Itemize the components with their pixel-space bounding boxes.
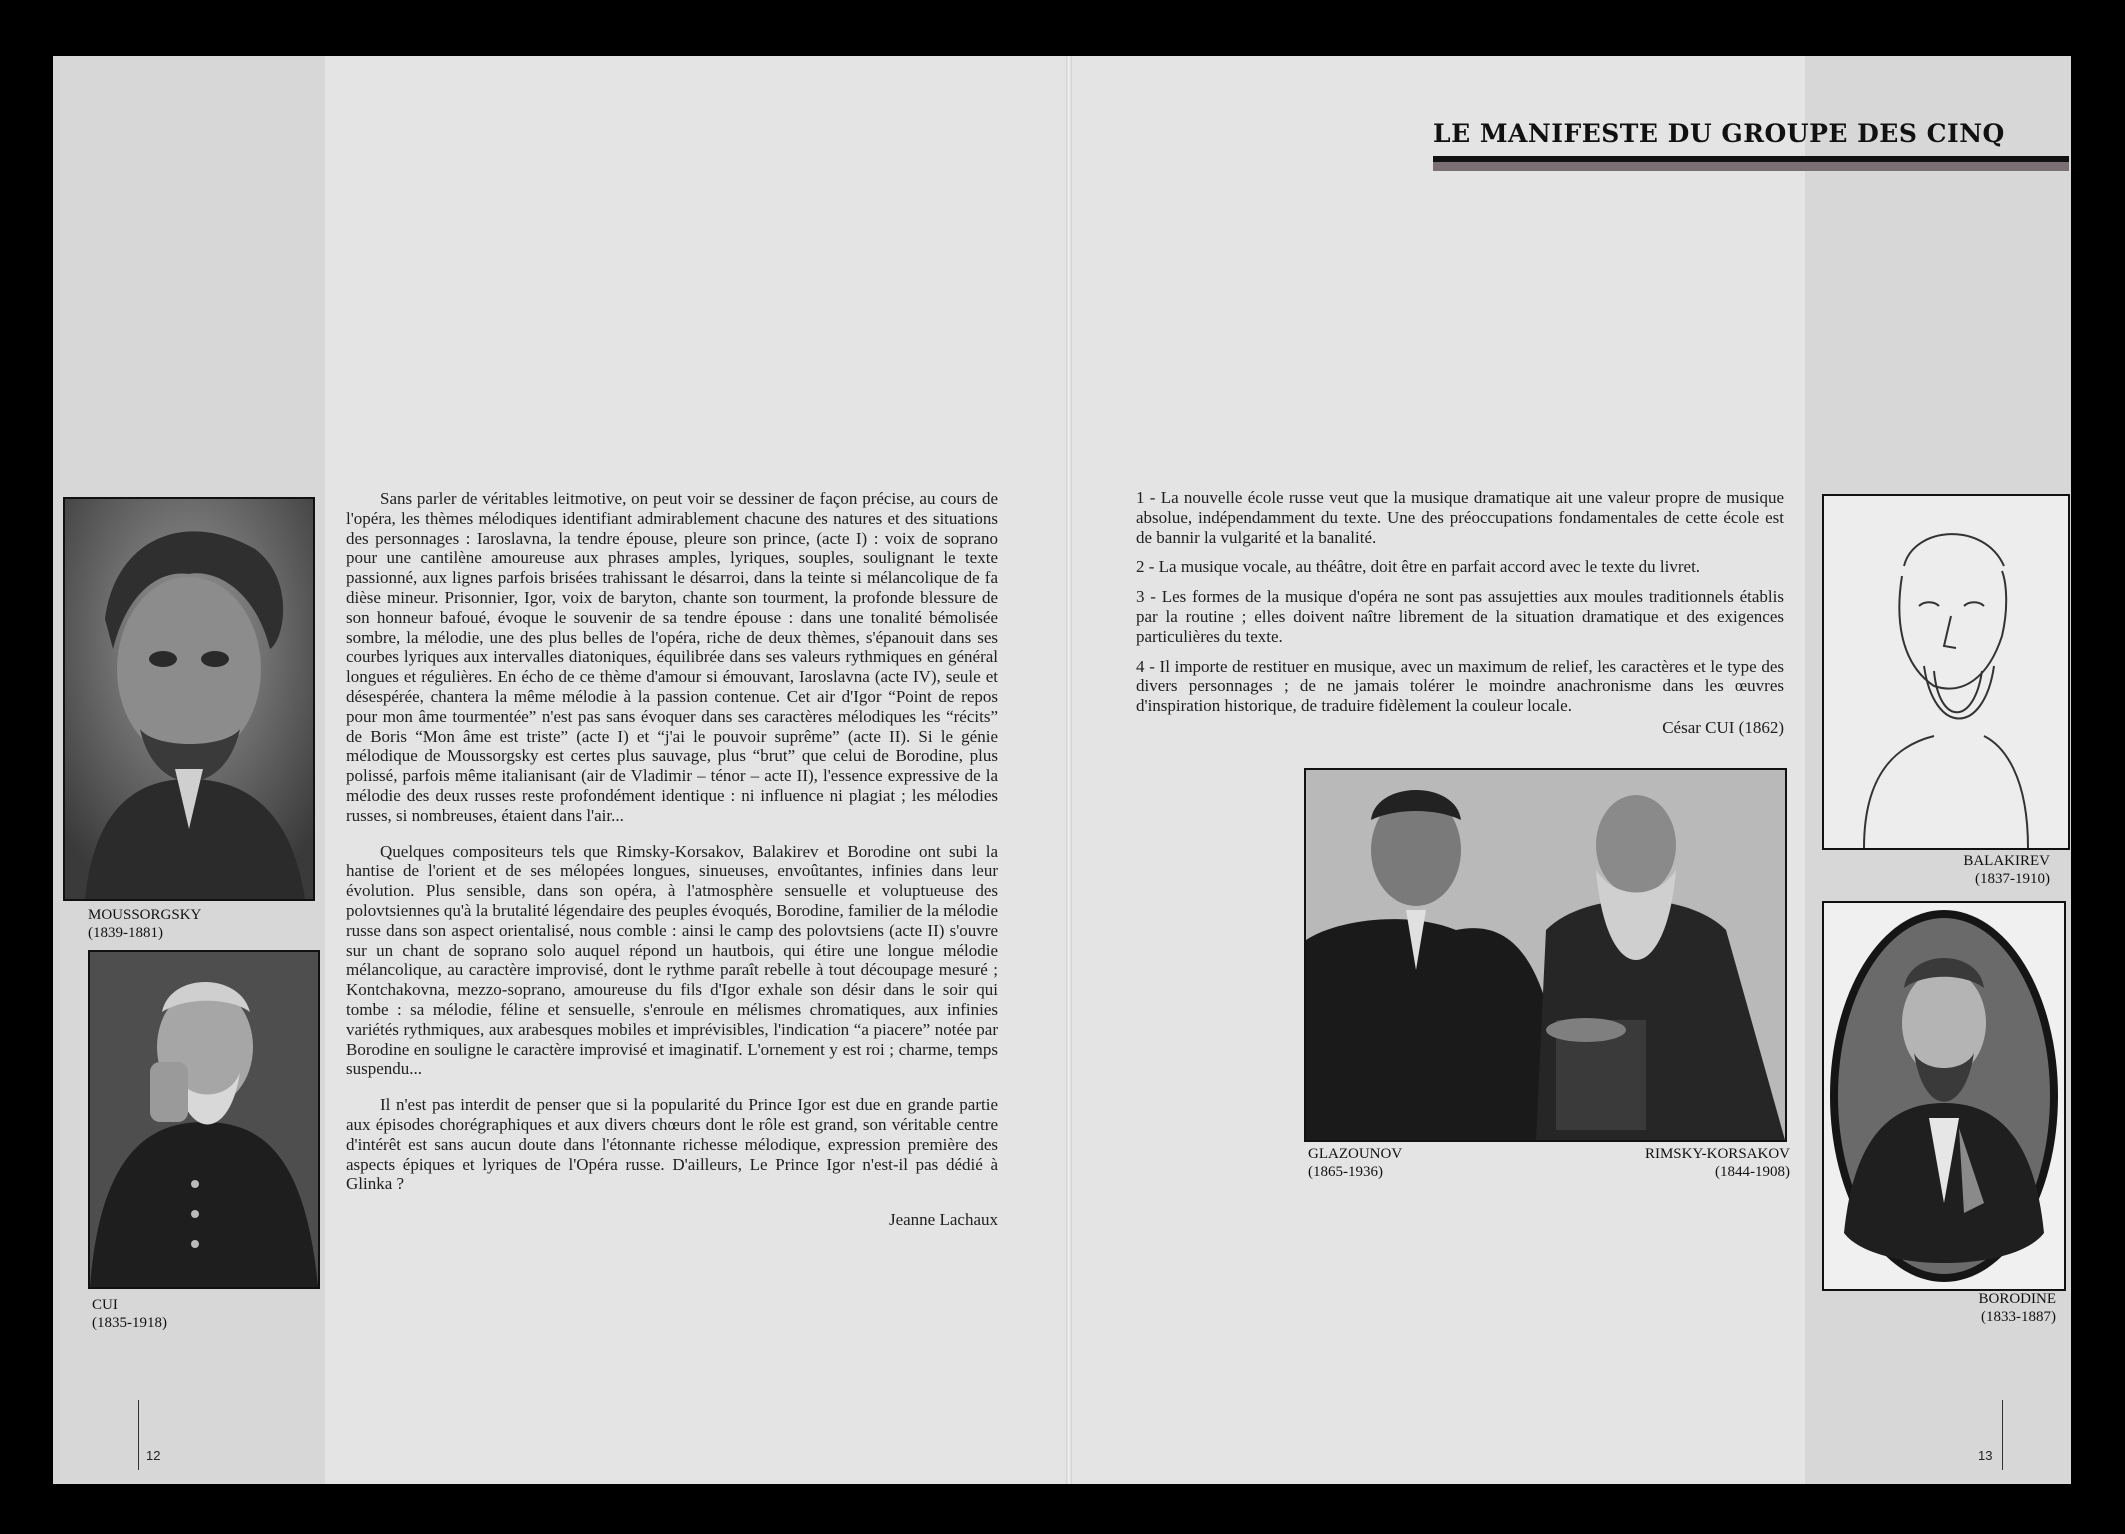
borodine-caption: BORODINE (1833-1887)	[1978, 1291, 2056, 1325]
left-page-rule	[138, 1400, 139, 1470]
manifesto-item: 2 - La musique vocale, au théâtre, doit être en parfait accord avec le texte du livret.	[1136, 557, 1701, 577]
book-spine	[1066, 56, 1072, 1484]
page-title: LE MANIFESTE DU GROUPE DES CINQ	[1433, 119, 2005, 148]
balakirev-caption: BALAKIREV (1837-1910)	[1963, 853, 2050, 887]
balakirev-sketch	[1822, 494, 2070, 850]
manifesto-item: 4 - Il importe de restituer en musique, avec un maximum de relief, les caractères et le type des divers personnages ; de ne jamais tolérer le moindre anachronisme dans les œuvres d'inspiration historique, de traduire fidèlement la couleur locale.	[1136, 656, 1784, 716]
article-paragraph: Il n'est pas interdit de penser que si la popularité du Prince Igor est due en grande partie aux épisodes chorégraphiques et aux divers chœurs dont le rôle est grand, son véritable centre d'intérêt est sans aucun doute dans l'étonnante richesse mélodique, expression première des aspects épiques et lyriques de l'Opéra russe. D'ailleurs, Le Prince Igor n'est-il pas dédié à Glinka ?	[346, 1095, 998, 1194]
moussorgsky-caption: MOUSSORGSKY (1839-1881)	[88, 907, 202, 941]
manifesto-text	[1136, 488, 1784, 738]
left-page-number: 12	[146, 1448, 161, 1463]
right-page-rule	[2002, 1400, 2003, 1470]
title-underline-bar	[1433, 156, 2069, 171]
moussorgsky-portrait	[63, 497, 315, 901]
borodine-portrait	[1822, 901, 2066, 1291]
glazounov-caption: GLAZOUNOV (1865-1936)	[1308, 1146, 1403, 1180]
manifesto-item: 1 - La nouvelle école russe veut que la musique dramatique ait une valeur propre de musique absolue, indépendamment du texte. Une des préoccupations fondamentales de cette école est de bannir la vulgarité et la banalité.	[1136, 488, 1784, 547]
manifesto-item: 3 - Les formes de la musique d'opéra ne sont pas assujetties aux moules traditionnels établis par la routine ; elles doivent naître librement de la situation dramatique et des exigences particulières du texte.	[1136, 587, 1784, 646]
rimsky-korsakov-caption: RIMSKY-KORSAKOV (1844-1908)	[1644, 1146, 1790, 1180]
article-paragraph: Sans parler de véritables leitmotive, on peut voir se dessiner de façon précise, au cours de l'opéra, les thèmes mélodiques identifiant admirablement chacune des natures et des situations des personnages : Iaroslavna, la tendre épouse, pleure son prince, (acte I) : voix de soprano pour une cantilène amoureuse aux phrases amples, lyriques, souples, soulignant le texte passionné, aux lignes parfois brisées trahissant le désarroi, dans la teinte si mélancolique de fa dièse mineur. Prisonnier, Igor, voix de baryton, chante son tourment, la profonde blessure de son honneur bafoué, évoque le souvenir de sa tendre épouse : dans une tonalité bémolisée sombre, la mélodie, une des plus belles de l'opéra, riche de deux thèmes, s'épanouit dans ses courbes lyriques aux intervalles diatoniques, équilibrée dans ses valeurs rythmiques en général longues et régulières. En écho de ce thème d'amour si émouvant, Iaroslavna (acte IV), seule et désespérée, chantera la même mélodie à la passion contenue. Cet air d'Igor “Point de repos pour mon âme tourmentée” n'est pas sans évoquer dans ses caractères mélodiques les “récits” de Boris “Mon âme est triste” (acte I) et “j'ai le pouvoir suprême” (acte II). Si le génie mélodique de Moussorgsky est certes plus sauvage, plus “brut” que celui de Borodine, plus polissé, parfois même italianisant (air de Vladimir – ténor – acte II), l'essence expressive de la mélodie des deux russes reste profondément identique : ni influence ni plagiat ; les mélodies russes, si nombreuses, étaient dans l'air...	[346, 489, 998, 825]
article-author: Jeanne Lachaux	[888, 1210, 998, 1230]
glazounov-rimsky-korsakov-photo	[1304, 768, 1787, 1142]
right-page-number: 13	[1978, 1448, 1993, 1463]
cui-portrait	[88, 950, 320, 1289]
manifesto-signature: César CUI (1862)	[1662, 717, 1784, 737]
article-text	[346, 489, 998, 1230]
article-paragraph: Quelques compositeurs tels que Rimsky-Korsakov, Balakirev et Borodine ont subi la hantise de l'orient et de ses mélopées longues, sinueuses, envoûtantes, infinies dans leur évolution. Plus sensible, dans son opéra, à l'atmosphère sensuelle et voluptueuse des polovtsiennes qu'à la brutalité légendaire des peuples évoqués, Borodine, familier de la mélodie russe dans son aspect orientalisé, nous comble : ainsi le camp des polovtsiens (acte II) s'ouvre sur un chant de soprano solo auquel répond un hautbois, qui étire une longue mélodie mélancolique, au caractère improvisé, dont le rythme paraît rebelle à tout découpage mesuré ; Kontchakovna, mezzo-soprano, amoureuse du fils d'Igor exhale son désir dans le soir qui tombe : sa mélodie, féline et sensuelle, s'enroule en mélismes chromatiques, aux infinies variétés rythmiques, aux arabesques mobiles et imprévisibles, l'indication “a piacere” notée par Borodine en souligne le caractère improvisé et imaginatif. L'ornement y est roi ; charme, temps suspendu...	[346, 841, 998, 1079]
cui-caption: CUI (1835-1918)	[92, 1297, 167, 1331]
